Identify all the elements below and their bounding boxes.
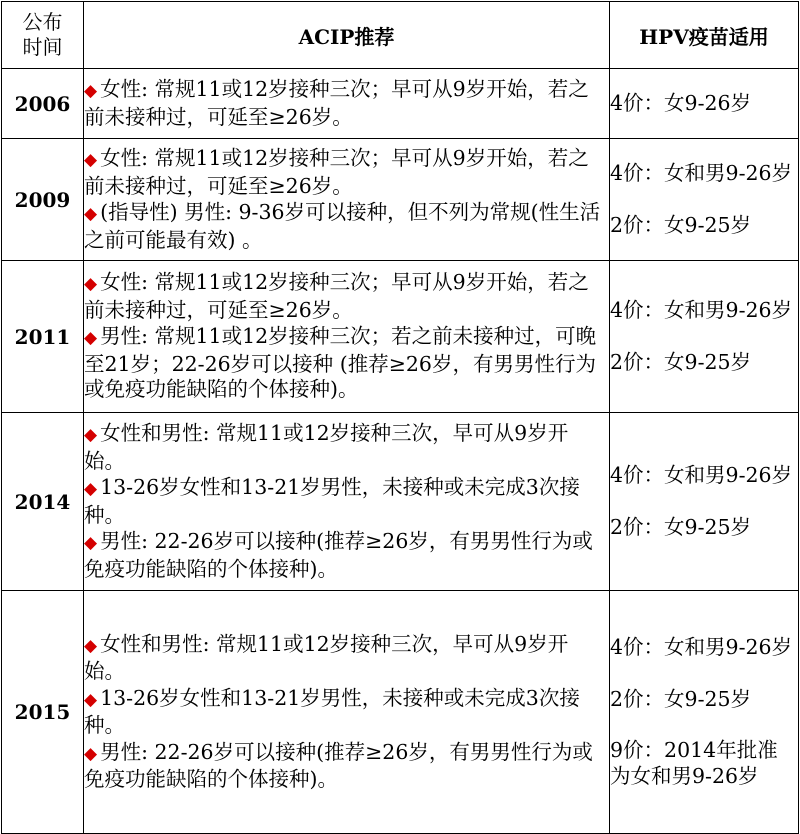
vaccine-entry: 2价：女9-25岁 (610, 686, 752, 711)
red-diamond-icon: ◆ (84, 635, 98, 656)
recommendation-text: (指导性) 男性: 9-36岁可以接种，但不列为常规(性生活之前可能最有效) 。 (84, 200, 601, 252)
recommendation-item (84, 632, 609, 685)
vaccine-entry: 4价：女和男9-26岁 (610, 298, 793, 322)
recommendation-text: 男性: 22-26岁可以接种(推荐≥26岁，有男男性行为或免疫功能缺陷的个体接种)。 (84, 739, 593, 791)
vaccine-cell (610, 591, 799, 834)
recommendation-item (84, 77, 609, 130)
year-cell: 2006 (2, 69, 84, 139)
recommendation-text: 男性: 22-26岁可以接种(推荐≥26岁，有男男性行为或免疫功能缺陷的个体接种)。 (84, 529, 593, 581)
table-row (2, 591, 799, 834)
recommendation-text: 女性和男性: 常规11或12岁接种三次，早可从9岁开始。 (84, 421, 569, 473)
vaccine-entry: 4价：女和男9-26岁 (610, 463, 793, 487)
vaccine-entry: 9价：2014年批准为女和男9-26岁 (610, 738, 778, 788)
red-diamond-icon: ◆ (84, 150, 98, 170)
header-row (2, 2, 799, 69)
recommendation-text: 男性: 常规11或12岁接种三次；若之前未接种过，可晚至21岁；22-26岁可以接种 (推荐≥26岁，有男男性行为或免疫功能缺陷的个体接种)。 (84, 324, 597, 402)
acip-cell (84, 139, 610, 261)
vaccine-cell (610, 139, 799, 261)
vaccine-entry: 2价：女9-25岁 (610, 514, 752, 539)
year-cell: 2014 (2, 413, 84, 591)
recommendation-item (84, 270, 609, 323)
vaccine-entry: 2价：女9-25岁 (610, 349, 752, 374)
red-diamond-icon: ◆ (84, 533, 98, 553)
acip-cell (84, 413, 610, 591)
vaccine-cell (610, 261, 799, 413)
red-diamond-icon: ◆ (84, 328, 98, 349)
header-hpv: HPV疫苗适用 (610, 2, 799, 69)
header-year (2, 2, 84, 69)
red-diamond-icon: ◆ (84, 274, 98, 295)
table-row (2, 69, 799, 139)
year-cell: 2015 (2, 591, 84, 834)
recommendation-item (84, 421, 609, 474)
vaccine-entry: 4价：女和男9-26岁 (610, 635, 793, 659)
vaccine-cell (610, 413, 799, 591)
recommendation-text: 女性: 常规11或12岁接种三次；早可从9岁开始，若之前未接种过，可延至≥26岁。 (84, 77, 589, 129)
red-diamond-icon: ◆ (84, 425, 98, 445)
acip-cell (84, 69, 610, 139)
table-row (2, 413, 799, 591)
recommendation-item (84, 146, 609, 199)
recommendation-text: 13-26岁女性和13-21岁男性，未接种或未完成3次接种。 (84, 475, 580, 527)
recommendation-item (84, 475, 609, 528)
vaccine-entry: 4价：女9-26岁 (610, 90, 752, 115)
recommendation-text: 女性: 常规11或12岁接种三次；早可从9岁开始，若之前未接种过，可延至≥26岁。 (84, 146, 589, 198)
recommendation-text: 女性和男性: 常规11或12岁接种三次，早可从9岁开始。 (84, 631, 569, 683)
header-year-line1: 公布 (22, 10, 63, 34)
year-cell: 2009 (2, 139, 84, 261)
recommendation-item (84, 529, 609, 582)
recommendation-item (84, 740, 609, 793)
red-diamond-icon: ◆ (84, 204, 98, 224)
acip-cell (84, 591, 610, 834)
recommendation-item (84, 200, 609, 253)
red-diamond-icon: ◆ (84, 81, 98, 101)
red-diamond-icon: ◆ (84, 743, 98, 764)
header-acip: ACIP推荐 (84, 2, 610, 69)
recommendation-item (84, 324, 609, 403)
recommendation-item (84, 686, 609, 739)
vaccine-entry: 4价：女和男9-26岁 (610, 161, 793, 185)
header-year-line2: 时间 (22, 35, 63, 59)
table-row (2, 261, 799, 413)
recommendation-text: 女性: 常规11或12岁接种三次；早可从9岁开始，若之前未接种过，可延至≥26岁。 (84, 270, 589, 322)
year-cell: 2011 (2, 261, 84, 413)
table-row (2, 139, 799, 261)
acip-cell (84, 261, 610, 413)
vaccine-cell (610, 69, 799, 139)
red-diamond-icon: ◆ (84, 689, 98, 710)
red-diamond-icon: ◆ (84, 479, 98, 499)
vaccine-entry: 2价：女9-25岁 (610, 212, 752, 237)
acip-hpv-recommendation-table (1, 1, 799, 834)
recommendation-text: 13-26岁女性和13-21岁男性，未接种或未完成3次接种。 (84, 685, 580, 737)
